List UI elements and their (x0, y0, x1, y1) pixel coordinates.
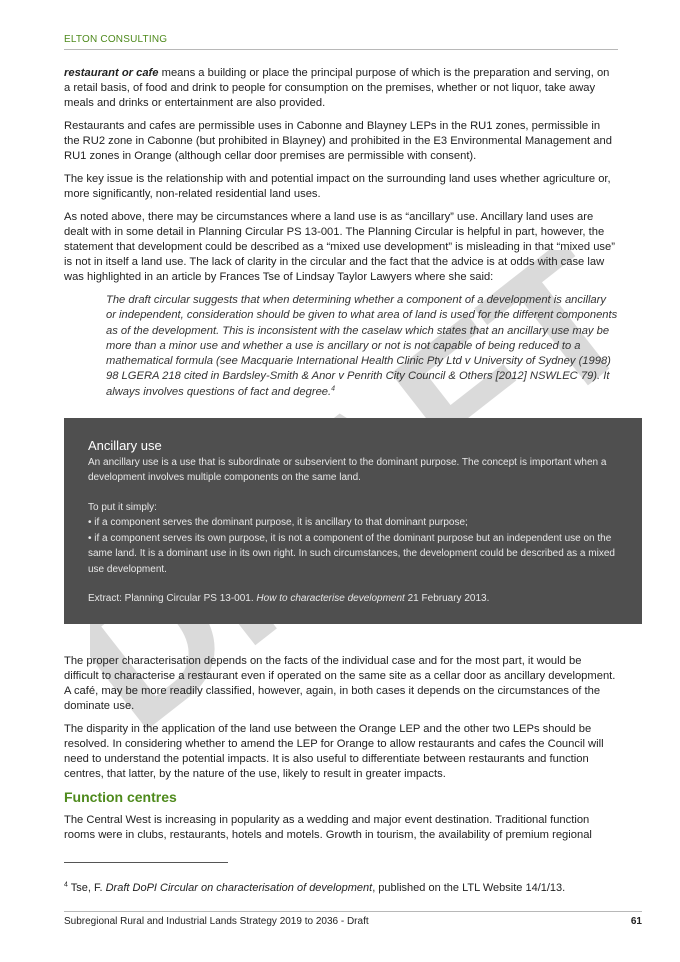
body-text-upper (64, 66, 618, 410)
body-text-lower (64, 654, 618, 851)
ancillary-use-callout (64, 418, 642, 624)
paragraph-disparity: The disparity in the application of the land use between the Orange LEP and the other two LEPs should be resolved. In considering whether to amend the LEP for Orange to allow restaurants and cafes the Council will need to understand the potential impacts. It is also useful to differentiate between restaurants and function centres, that latter, by the nature of the use, likely to result in greater impacts. (64, 723, 604, 780)
quote-text: The draft circular suggests that when determining whether a component of a development is ancillary or independent, consideration should be given to what area of land is used for the different components as of the development. This is inconsistent with the caselaw which states that an ancillary use may be more than a minor use and whether a use is ancillary or not is not capable of being reduced to a mathematical formula (see Macquarie International Health Clinic Pty Ltd v University of Sydney (1998) 98 LGERA 218 cited in Bardsley-Smith & Anor v Penrith City Council & Others [2012] NSWLEC 79). It always involves questions of fact and degree. (106, 294, 618, 398)
callout-intro: An ancillary use is a use that is subordinate or subservient to the dominant purpose. The concept is important when a development involves multiple components on the same land. (88, 456, 607, 483)
footer-doc-title: Subregional Rural and Industrial Lands Strategy 2019 to 2036 - Draft (64, 916, 369, 927)
footnote-title: Draft DoPI Circular on characterisation of development (105, 882, 373, 894)
page-footer (64, 911, 642, 927)
extract-prefix: Extract: Planning Circular PS 13-001. (88, 593, 257, 604)
running-header (64, 34, 618, 50)
paragraph-permissibility: Restaurants and cafes are permissible uses in Cabonne and Blayney LEPs in the RU1 zones, permissible in the RU2 zone in Cabonne (but prohibited in Blayney) and prohibited in the E3 Environmental Management and RU1 zones in Orange (although cellar door premises are permissible with consent). (64, 120, 612, 162)
block-quote (106, 293, 618, 400)
paragraph-characterisation: The proper characterisation depends on the facts of the individual case and for the most part, it would be difficult to characterise a restaurant even if operated on the same site as a cellar door as ancillary development. A café, may be more readily classified, however, again, in both cases it depends on the circumstances of the dominate use. (64, 655, 616, 712)
footnote-rest: , published on the LTL Website 14/1/13. (372, 882, 566, 894)
footnote (64, 882, 618, 894)
paragraph-function-centres: The Central West is increasing in popularity as a wedding and major event destination. Traditional function rooms were in clubs, restaurants, hotels and motels. Growth in tourism, the availability of premium regional (64, 814, 592, 841)
callout-bullet-2: • if a component serves its own purpose, it is not a component of the dominant purpose but an independent use on the same land. It is a dominant use in its own right. In such circumstances, the development could be described as a mixed use development. (88, 532, 615, 575)
extract-date: 21 February 2013. (404, 593, 490, 604)
section-heading: Function centres (64, 789, 177, 805)
defined-term: restaurant or cafe (64, 67, 159, 79)
footnote-divider (64, 862, 228, 863)
callout-title: Ancillary use (88, 438, 162, 453)
definition-paragraph (64, 66, 618, 111)
footnote-number: 4 (64, 881, 68, 889)
footnote-ref: 4 (331, 385, 336, 393)
paragraph-ancillary: As noted above, there may be circumstances where a land use is as “ancillary” use. Ancillary land uses are dealt with in some detail in Planning Circular PS 13-001. The Planning Circular is helpful in part, however, the statement that development could be described as a “mixed use development” is misleading in that “mixed use” is not in itself a land use. The lack of clarity in the circular and the fact that the advice is at odds with case law was highlighted in an article by Frances Tse of Lindsay Taylor Lawyers where she said: (64, 211, 615, 283)
header-org: ELTON CONSULTING (64, 34, 168, 45)
footnote-author: Tse, F. (67, 882, 106, 894)
paragraph-key-issue: The key issue is the relationship with and potential impact on the surrounding land uses whether agriculture or, more significantly, non-related residential land uses. (64, 173, 611, 200)
callout-extract (88, 591, 618, 607)
page-number: 61 (630, 916, 642, 927)
definition-text: means a building or place the principal purpose of which is the preparation and serving, on a retail basis, of food and drink to people for consumption on the premises, whether or not liquor, take away meals and drinks or entertainment are also provided. (64, 67, 610, 109)
extract-title: How to characterise development (256, 593, 405, 604)
callout-bullet-1: • if a component serves the dominant purpose, it is ancillary to that dominant purpose; (88, 517, 468, 528)
callout-lead: To put it simply: (88, 501, 157, 513)
